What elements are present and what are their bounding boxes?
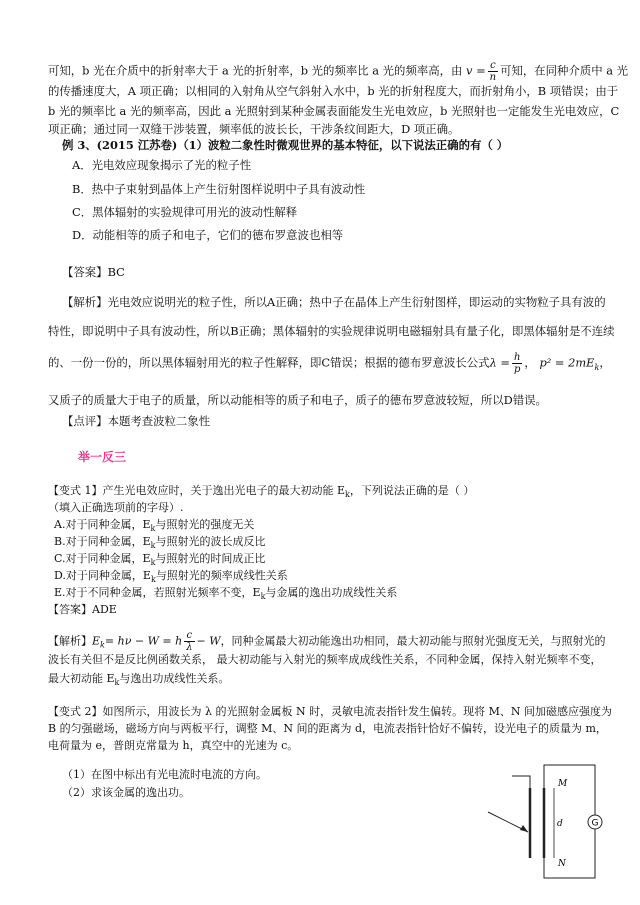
text: B.对于同种金属，E: [54, 535, 151, 548]
subscript: k: [150, 541, 156, 551]
formula: − W: [196, 634, 221, 648]
paragraph-line: b 光的频率比 a 光的频率高，因此 a 光照射到某种金属表面能发生光电效应，b 光照射也一定能发生光电效应，C: [48, 104, 620, 118]
variant2-line: B 的匀强磁场，磁场方向与两板平行，调整 M、N 间的距离为 d，电流表指针恰好不偏转，设光电子的质量为 m，: [48, 722, 607, 735]
formula: p² = 2mE: [539, 355, 595, 370]
variant-option-b: [54, 535, 265, 553]
analysis-line: 【解析】光电效应说明光的粒子性，所以A正确；热中子在晶体上产生衍射图样，即运动的实物粒子具有波的: [62, 295, 606, 309]
paragraph-line: 的传播速度大，A 项正确；以相同的入射角从空气斜射入水中，b 光的折射程度大，而折射角小，B 项错误；由于: [48, 84, 619, 98]
text: 可知，b 光在介质中的折射率大于 a 光的折射率，b 光的频率比 a 光的频率高，由: [48, 63, 463, 78]
text: ，: [524, 355, 536, 370]
text: 与照射光的时间成正比: [155, 552, 266, 565]
paragraph-line: 项正确；通过同一双缝干涉装置，频率低的波长长，干涉条纹间距大，D 项正确。: [48, 122, 460, 136]
subscript: k: [100, 640, 105, 650]
text: E.对于不同种金属，若照射光频率不变，E: [54, 586, 261, 599]
variant-option-c: [54, 552, 265, 570]
text: 与照射光的波长成反比: [155, 535, 266, 548]
fraction: [184, 630, 194, 653]
numerator: c: [488, 60, 498, 72]
text: ，下列说法正确的是（ ）: [349, 484, 475, 497]
circuit-diagram: [482, 760, 612, 885]
formula: v =: [466, 63, 486, 78]
comment: 【点评】本题考查波粒二象性: [62, 414, 211, 428]
text: 【解析】: [48, 634, 92, 648]
formula: E: [92, 634, 101, 648]
denominator: λ: [186, 642, 193, 653]
fraction: [488, 60, 498, 83]
formula: = hν − W = h: [104, 634, 183, 648]
text: C.对于同种金属，E: [54, 552, 151, 565]
variant-answer: 【答案】ADE: [48, 603, 117, 616]
text: A.对于同种金属，E: [54, 518, 151, 531]
analysis-line: 特性，即说明中子具有波动性，所以B正确；黑体辐射的实验规律说明电磁辐射具有量子化，即黑体辐射是不连续: [48, 324, 615, 338]
subscript: k: [150, 575, 156, 585]
variant-option-d: [54, 569, 288, 587]
variant-option-e: [54, 586, 397, 604]
meter-label: G: [591, 818, 599, 829]
option-d: D．动能相等的质子和电子，它们的德布罗意波也相等: [72, 228, 344, 242]
subscript: k: [114, 678, 120, 688]
analysis-line: 又质子的质量大于电子的质量，所以动能相等的质子和电子，质子的德布罗意波较短，所以D错误。: [48, 393, 547, 407]
example-heading: 例 3、(2015 江苏卷)（1）波粒二象性时微观世界的基本特征，以下说法正确的有（ ）: [62, 138, 509, 152]
variant2-line: 电荷量为 e，普朗克常量为 h，真空中的光速为 c。: [48, 739, 299, 752]
variant-analysis-line: [48, 672, 229, 690]
label-n: N: [558, 859, 566, 869]
text: 的、一份一份的，所以黑体辐射用光的粒子性解释，即C错误；根据的德布罗意波长公式: [48, 355, 490, 370]
subscript: k: [594, 362, 600, 372]
option-a: A．光电效应现象揭示了光的粒子性: [72, 158, 252, 172]
text: D.对于同种金属，E: [54, 569, 151, 582]
text: ，同种金属最大初动能逸出功相同，最大初动能与照射光强度无关，与照射光的: [220, 634, 606, 648]
variant-analysis-line: 波长有关但不是反比例函数关系， 最大初动能与入射光的频率成成线性关系，不同种金属，保持入射光频率不变，: [48, 653, 602, 666]
numerator: c: [184, 630, 194, 642]
fill-instruction: （填入正确选项前的字母）.: [48, 501, 184, 514]
text: 与照射光的频率成线性关系: [155, 569, 288, 582]
formula: λ =: [489, 355, 510, 370]
text: 最大初动能 E: [48, 672, 115, 685]
variant2-question-2: （2）求该金属的逸出功。: [62, 786, 190, 799]
denominator: n: [489, 72, 497, 83]
analysis-line: [48, 352, 611, 375]
subscript: k: [345, 490, 350, 500]
variant-option-a: [54, 518, 254, 536]
variant2-question-1: （1）在图中标出有光电流时电流的方向。: [62, 768, 267, 781]
text: ，: [599, 355, 611, 370]
variant-question: [48, 484, 474, 502]
subscript: k: [150, 558, 156, 568]
text: 与照射光的强度无关: [155, 518, 255, 531]
answer: 【答案】BC: [62, 265, 125, 279]
label-m: M: [558, 779, 568, 789]
denominator: p: [513, 364, 521, 375]
label-d: d: [557, 819, 563, 829]
text: 可知，在同种介质中 a 光: [500, 63, 629, 78]
text: 与金属的逸出功成线性关系: [265, 586, 398, 599]
option-b: B．热中子束射到晶体上产生衍射图样说明中子具有波动性: [72, 182, 366, 196]
text: 与逸出功成线性关系。: [119, 672, 230, 685]
text: 【变式 1】产生光电效应时，关于逸出光电子的最大初动能 E: [48, 484, 346, 497]
option-c: C．黑体辐射的实验规律可用光的波动性解释: [72, 205, 298, 219]
variant2-line: 【变式 2】如图所示，用波长为 λ 的光照射金属板 N 时，灵敏电流表指针发生偏转。现将 M、N 间加磁感应强度为: [48, 705, 612, 718]
subscript: k: [260, 592, 266, 602]
numerator: h: [513, 352, 521, 363]
section-heading: 举一反三: [78, 450, 127, 464]
fraction: [512, 352, 522, 375]
variant-analysis-line: [48, 630, 606, 653]
subscript: k: [150, 524, 156, 534]
paragraph-line: [48, 60, 628, 83]
